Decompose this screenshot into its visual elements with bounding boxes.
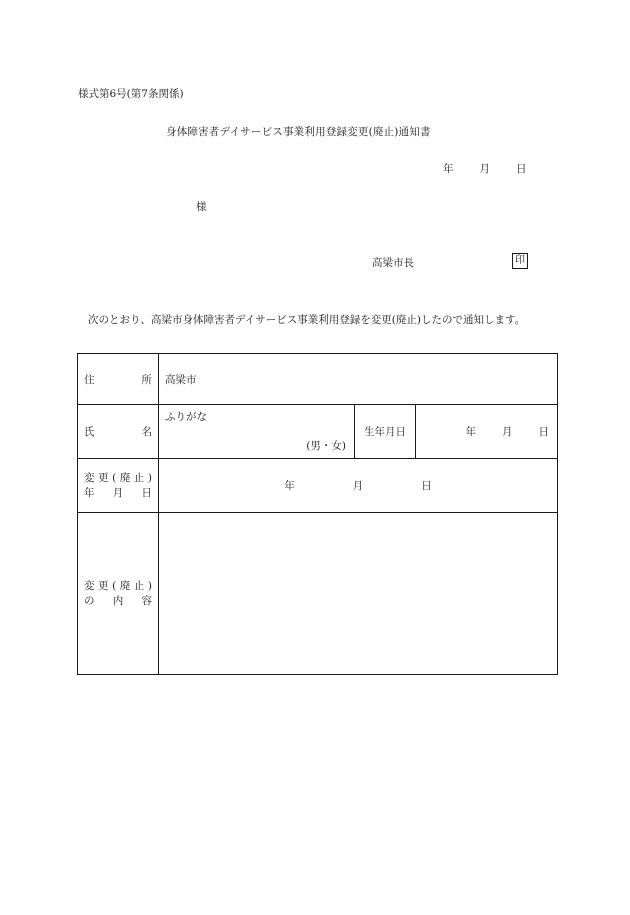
label-char: の: [84, 594, 95, 607]
document-title: 身体障害者デイサービス事業利用登録変更(廃止)通知書: [166, 126, 431, 138]
name-label-char: 氏: [84, 426, 95, 438]
change-month: 月: [352, 480, 364, 492]
label-char: 廃: [119, 471, 131, 484]
label-char: 月: [112, 486, 124, 499]
label-char: 年: [84, 486, 95, 499]
seal-mark: 印: [512, 253, 528, 269]
change-date-row: [78, 459, 558, 513]
label-char: 日: [141, 486, 152, 499]
issue-date-year: 年: [443, 163, 454, 175]
address-label: [78, 354, 159, 405]
name-row: [78, 405, 558, 459]
label-char: 変: [84, 579, 95, 592]
address-row: [78, 354, 558, 405]
issuer-name: 高梁市長: [372, 257, 414, 269]
issue-date-day: 日: [516, 163, 527, 175]
dob-month: 月: [502, 426, 513, 438]
change-year: 年: [284, 480, 295, 492]
issue-date: [443, 161, 527, 176]
change-content-field[interactable]: [159, 513, 558, 675]
dob-year: 年: [465, 426, 477, 438]
dob-field[interactable]: [416, 405, 558, 459]
label-char: (: [112, 471, 117, 484]
notification-table: [77, 353, 558, 675]
label-char: 内: [112, 594, 124, 607]
label-char: 廃: [119, 579, 131, 592]
change-content-row: [78, 513, 558, 675]
dob-day: 日: [538, 426, 550, 438]
address-label-char: 住: [84, 373, 95, 386]
label-char: 止: [133, 471, 145, 484]
address-value[interactable]: 高梁市: [159, 354, 558, 405]
name-field[interactable]: [159, 405, 355, 459]
label-char: (: [112, 579, 117, 592]
label-char: 更: [98, 579, 109, 592]
change-date-label: [78, 459, 159, 513]
notice-text: 次のとおり、高梁市身体障害者デイサービス事業利用登録を変更(廃止)したので通知します。: [88, 314, 526, 326]
label-char: 変: [84, 471, 95, 484]
label-char: 止: [133, 579, 145, 592]
change-date-field[interactable]: [159, 459, 558, 513]
name-label: [78, 405, 159, 459]
address-label-char: 所: [141, 373, 152, 386]
change-content-label: [78, 513, 159, 675]
label-char: ): [147, 471, 152, 484]
furigana-label: ふりがな: [165, 411, 207, 423]
change-day: 日: [421, 480, 432, 492]
addressee-suffix: 様: [196, 201, 207, 213]
name-label-char: 名: [141, 426, 152, 438]
dob-label: 生年月日: [355, 405, 416, 459]
label-char: ): [147, 579, 152, 592]
issue-date-month: 月: [479, 163, 490, 175]
label-char: 容: [141, 594, 152, 607]
gender-selector[interactable]: (男・女): [306, 440, 346, 452]
form-number: 様式第6号(第7条関係): [78, 88, 184, 100]
label-char: 更: [98, 471, 109, 484]
